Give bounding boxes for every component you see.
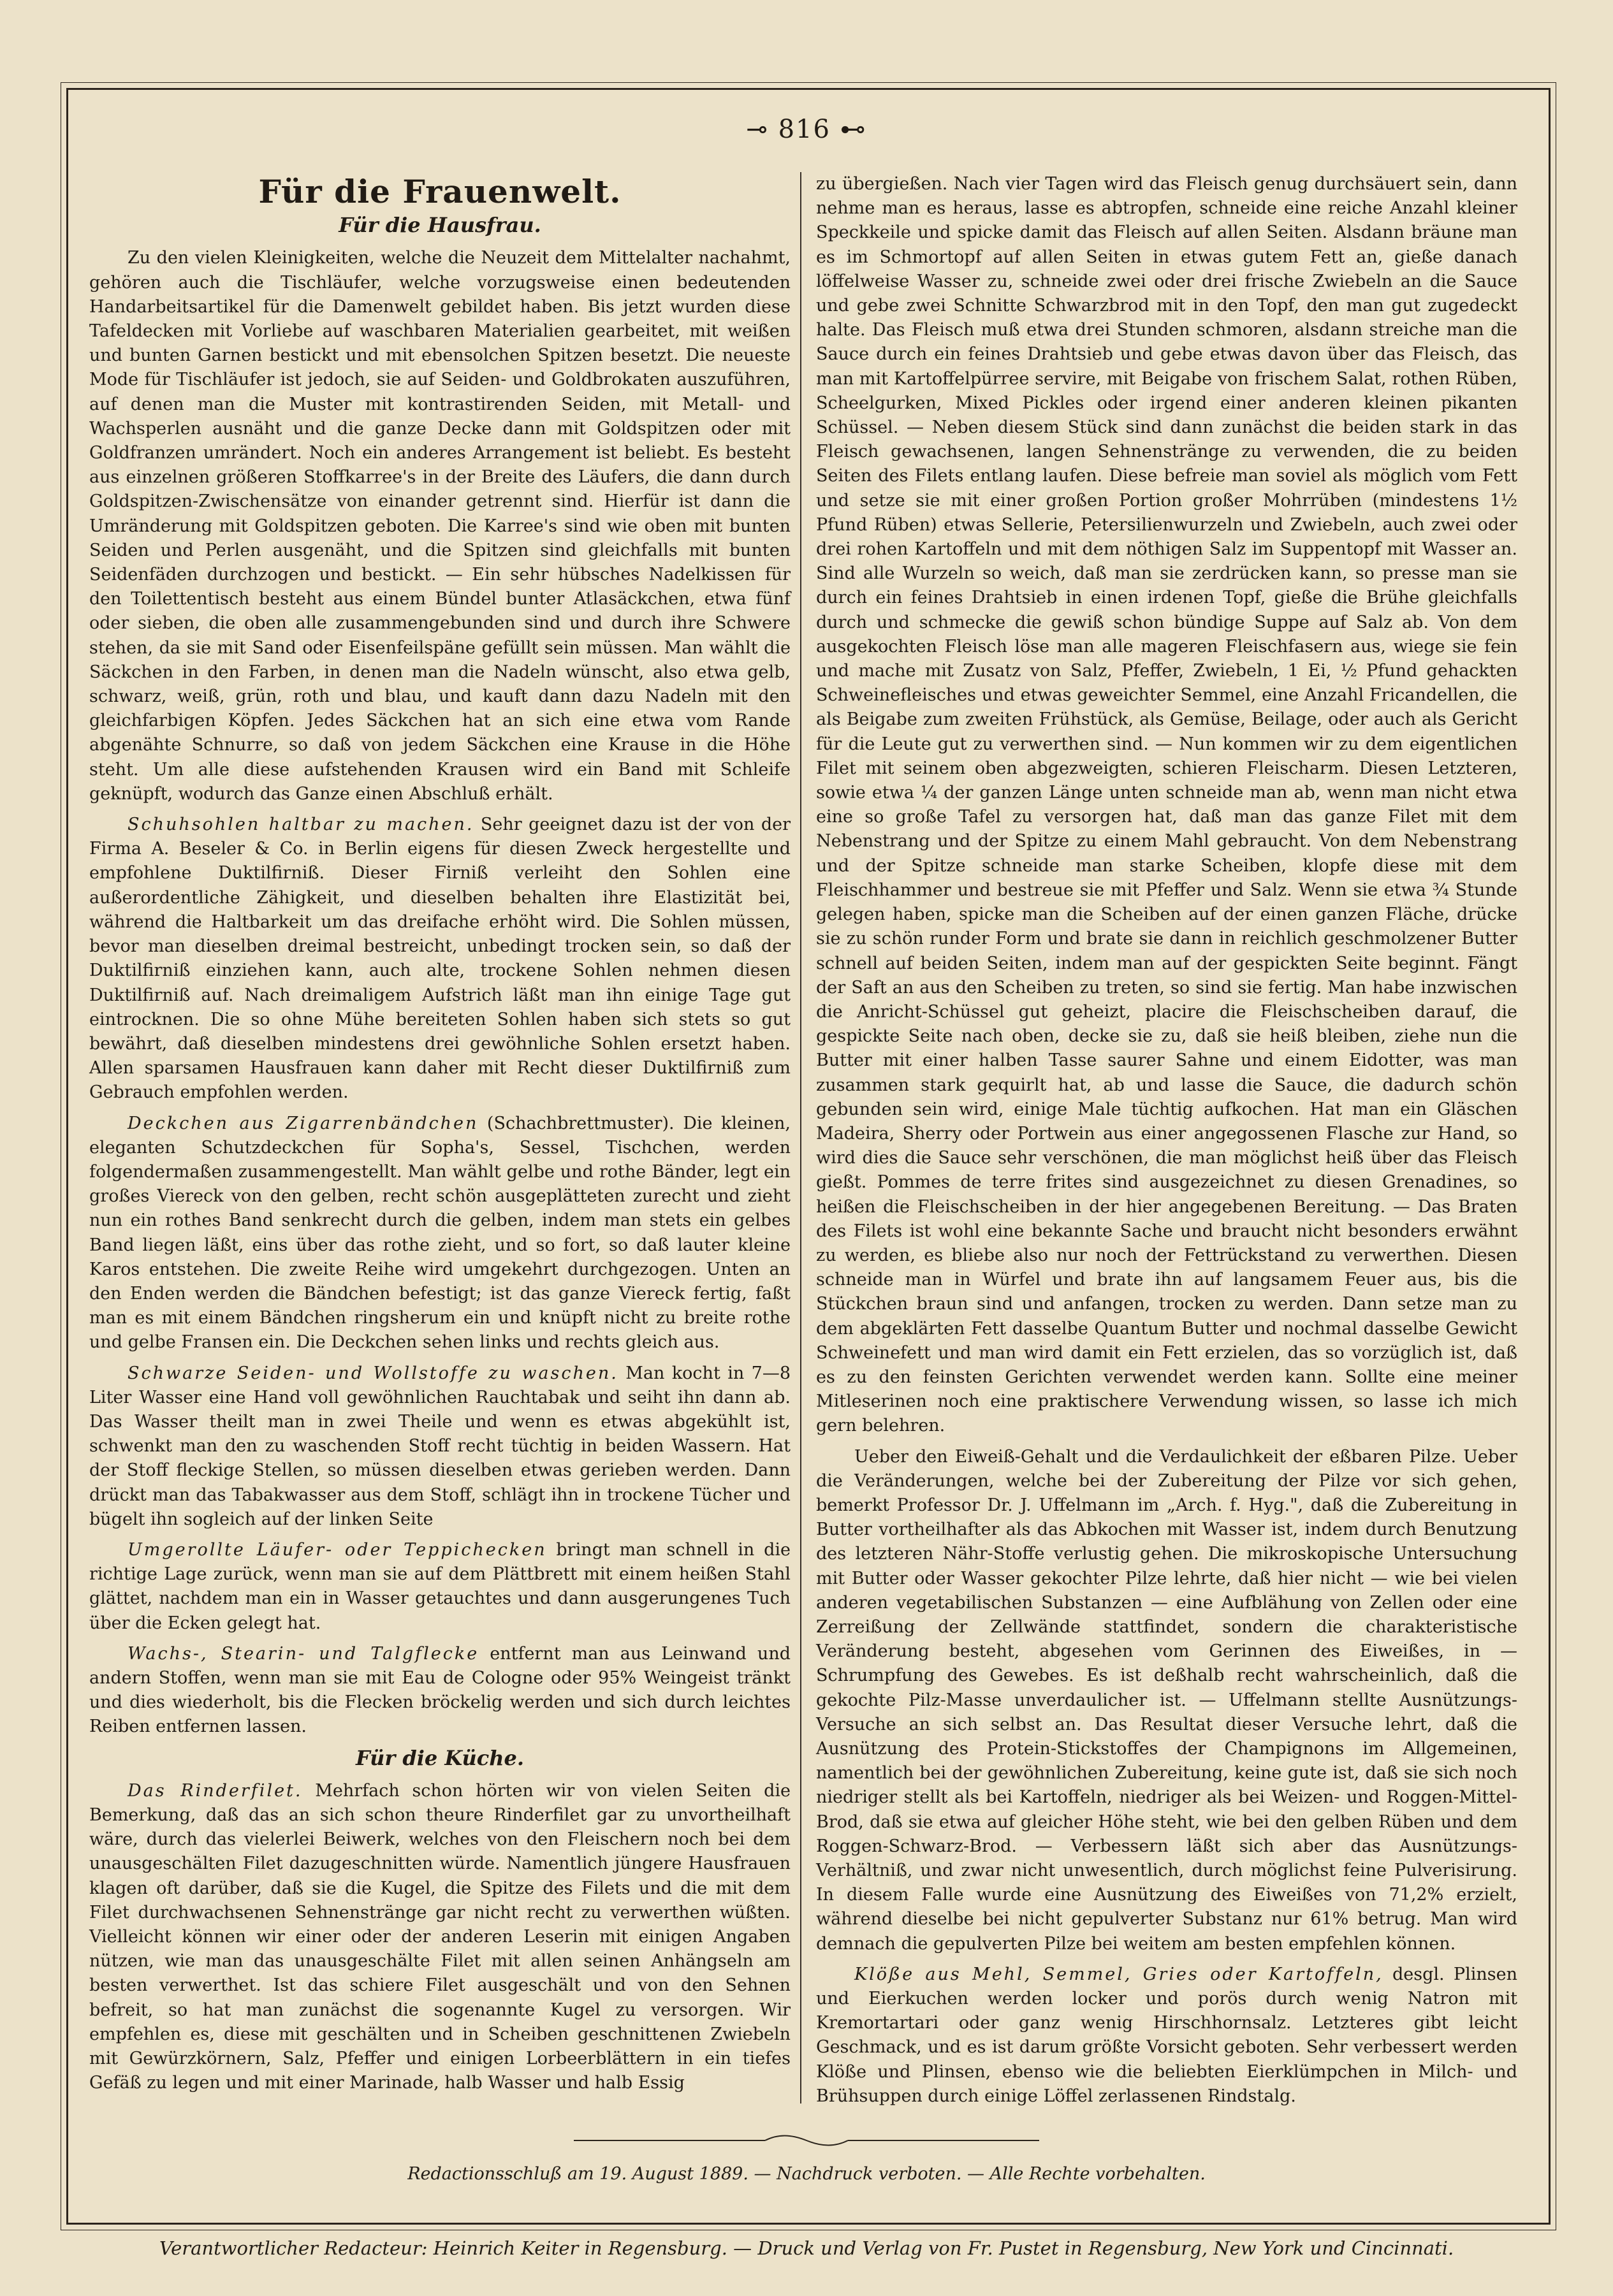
article-lead: Wachs-, Stearin- und Talgflecke <box>128 1643 479 1664</box>
right-column <box>816 172 1517 2115</box>
left-column <box>89 172 791 2102</box>
article-lead: Das Rinderfilet. <box>128 1780 303 1801</box>
article-paragraph: Deckchen aus Zigarrenbändchen (Schachbrettmuster). Die kleinen, eleganten Schutzdeckchen für Sopha's, Sessel, Tischchen, werden folgendermaßen zusammengestellt. Man wählt gelbe und rothe Bänder, legt ein großes Viereck von den gelben, recht schön ausgeplätteten zurecht und zieht nun ein rothes Band senkrecht durch die gelben, indem man stets ein gelbes Band liegen läßt, eins über das rothe zieht, und so fort, so daß lauter kleine Karos entstehen. Die zweite Reihe wird umgekehrt durchgezogen. Unten an den Enden werden die Bändchen befestigt; ist das ganze Viereck fertig, faßt man es mit einem Bändchen ringsherum ein und knüpft nicht zu breite rothe und gelbe Fransen ein. Die Deckchen sehen links und rechts gleich aus. <box>89 1113 791 1353</box>
column-divider <box>800 172 801 2103</box>
article-paragraph: Das Rinderfilet. Mehrfach schon hörten wir von vielen Seiten die Bemerkung, daß das an sich schon theure Rinderfilet gar zu unvortheilhaft wäre, durch das vielerlei Beiwerk, welches von den Fleischern noch bei dem unausgeschälten Filet dazugeschnitten würde. Namentlich jüngere Hausfrauen klagen oft darüber, daß sie die Kugel, die Spitze des Filets und die mit dem Filet durchwachsenen Sehnenstränge gar nicht recht zu verwerthen wüßten. Vielleicht können wir einer oder der anderen Leserin mit einigen Angaben nützen, wie man das unausgeschälte Filet mit allen seinen Anhängseln am besten verwerthet. Ist das schiere Filet ausgeschält und von den Sehnen befreit, so hat man zunächst die sogenannte Kugel zu versorgen. Wir empfehlen es, diese mit geschälten und in Scheiben geschnittenen Zwiebeln mit Gewürzkörnern, Salz, Pfeffer und einigen Lorbeerblättern in ein tiefes Gefäß zu legen und mit einer Marinade, halb Wasser und halb Essig <box>89 1780 791 2093</box>
ornament-right: ⊷ <box>830 115 867 144</box>
decorative-rule <box>574 2134 1039 2147</box>
article-paragraph: Klöße aus Mehl, Semmel, Gries oder Kartoffeln, desgl. Plinsen und Eierkuchen werden locker und porös durch wenig Natron mit Kremortartari oder ganz wenig Hirschhornsalz. Letzteres gibt leicht Geschmack, und es ist darum größte Vorsicht geboten. Sehr verbessert werden Klöße und Plinsen, ebenso wie die beliebten Eierklümpchen in Milch- und Brühsuppen durch einige Löffel zerlassenen Rindstalg. <box>816 1964 1517 2106</box>
article-paragraph: Zu den vielen Kleinigkeiten, welche die Neuzeit dem Mittelalter nachahmt, gehören auch die Tischläufer, welche vorzugsweise einen bedeutenden Handarbeitsartikel für die Damenwelt gebildet haben. Bis jetzt wurden diese Tafeldecken mit Vorliebe auf waschbaren Materialien gearbeitet, mit weißen und bunten Garnen bestickt und mit ebensolchen Spitzen besetzt. Die neueste Mode für Tischläufer ist jedoch, sie auf Seiden- und Goldbrokaten auszuführen, auf denen man die Muster mit kontrastirenden Seiden, mit Metall- und Wachsperlen ausnäht und die ganze Decke dann mit Goldspitzen oder mit Goldfranzen umrändert. Noch ein anderes Arrangement ist beliebt. Es besteht aus einzelnen größeren Stoffkarree's in der Breite des Läufers, die dann durch Goldspitzen-Zwischensätze von einander getrennt sind. Hierfür ist dann die Umränderung mit Goldspitzen geboten. Die Karree's sind wie oben mit bunten Seiden und Perlen ausgenäht, und die Spitzen sind gleichfalls mit bunten Seidenfäden durchzogen und bestickt. — Ein sehr hübsches Nadelkissen für den Toilettentisch besteht aus einem Bündel bunter Atlasäckchen, etwa fünf oder sieben, die oben alle zusammengebunden sind und durch ihre Schwere stehen, da sie mit Sand oder Eisenfeilspäne gefüllt sein müssen. Man wählt die Säckchen in den Farben, in denen man die Nadeln wünscht, also etwa gelb, schwarz, weiß, grün, roth und blau, und kauft dann dazu Nadeln mit den gleichfarbigen Köpfen. Jedes Säckchen hat an sich eine etwa vom Rande abgenähte Schnurre, so daß von jedem Säckchen eine Krause in die Höhe steht. Um alle diese aufstehenden Krausen wird ein Band mit Schleife geknüpft, wodurch das Ganze einen Abschluß erhält. <box>89 248 791 804</box>
ornament-left: ⊸ <box>746 115 778 144</box>
article-lead: Umgerollte Läufer- oder Teppichecken <box>128 1539 547 1560</box>
article-paragraph: Schuhsohlen haltbar zu machen. Sehr geeignet dazu ist der von der Firma A. Beseler & Co. in Berlin eigens für diesen Zweck hergestellte und empfohlene Duktilfirniß. Dieser Firniß verleiht den Sohlen eine außerordentliche Zähigkeit, und dieselben behalten ihre Elastizität bei, während die Haltbarkeit um das dreifache erhöht wird. Die Sohlen müssen, bevor man dieselben dreimal bestreicht, unbedingt trocken sein, so daß der Duktilfirniß einziehen kann, auch alte, trockene Sohlen nehmen diesen Duktilfirniß auf. Nach dreimaligem Aufstrich läßt man ihn einige Tage gut eintrocknen. Die so ohne Mühe bereiteten Sohlen haben sich stets so gut bewährt, daß dieselben mindestens drei gewöhnliche Sohlen ersetzt haben. Allen sparsamen Hausfrauen kann daher mit Recht dieser Duktilfirniß zum Gebrauch empfohlen werden. <box>89 815 791 1103</box>
article-paragraph: Wachs-, Stearin- und Talgflecke entfernt man aus Leinwand und andern Stoffen, wenn man sie mit Eau de Cologne oder 95% Weingeist tränkt und dies wiederholt, bis die Flecken bröckelig werden und sich durch leichtes Reiben entfernen lassen. <box>89 1643 791 1737</box>
article-lead: Klöße aus Mehl, Semmel, Gries oder Kartoffeln, <box>854 1964 1383 1984</box>
article-lead: Deckchen aus Zigarrenbändchen <box>128 1113 479 1133</box>
publisher-imprint: Verantwortlicher Redacteur: Heinrich Keiter in Regensburg. — Druck und Verlag von Fr. Pustet in Regensburg, New York und Cincinnati. <box>159 2237 1454 2259</box>
main-title: Für die Frauenwelt. <box>258 173 622 210</box>
article-lead: Schwarze Seiden- und Wollstoffe zu waschen. <box>128 1363 618 1383</box>
section-title-hausfrau: Für die Hausfrau. <box>339 213 541 238</box>
section-title-kueche: Für die Küche. <box>355 1745 525 1770</box>
editorial-footer: Redactionsschluß am 19. August 1889. — Nachdruck verboten. — Alle Rechte vorbehalten. <box>407 2164 1206 2184</box>
article-paragraph: zu übergießen. Nach vier Tagen wird das Fleisch genug durchsäuert sein, dann nehme man es heraus, lasse es abtropfen, schneide eine reiche Anzahl kleiner Speckkeile und spicke damit das Fleisch auf allen Seiten. Alsdann bräune man es im Schmortopf auf allen Seiten in etwas gutem Fett an, gieße danach löffelweise Wasser zu, schneide zwei oder drei frische Zwiebeln an die Sauce und gebe zwei Schnitte Schwarzbrod mit in den Topf, den man gut zugedeckt halte. Das Fleisch muß etwa drei Stunden schmoren, alsdann streiche man die Sauce durch ein feines Drahtsieb und gebe etwas davon über das Fleisch, das man mit Kartoffelpürree servire, mit Beigabe von frischem Salat, rothen Rüben, Scheelgurken, Mixed Pickles oder irgend einer anderen kleinen pikanten Schüssel. — Neben diesem Stück sind dann zunächst die beiden stark in das Fleisch gewachsenen, langen Sehnenstränge zu verwenden, die zu beiden Seiten des Filets entlang laufen. Diese befreie man soviel als möglich vom Fett und setze sie mit einer großen Portion großer Mohrrüben (mindestens 1½ Pfund Rüben) etwas Sellerie, Petersilienwurzeln und Zwiebeln, auch zwei oder drei rohen Kartoffeln und mit dem nöthigen Salz im Suppentopf mit Wasser an. Sind alle Wurzeln so weich, daß man sie zerdrücken kann, so presse man sie durch ein feines Drahtsieb in einen irdenen Topf, gieße die Brühe gleichfalls durch und schmecke die gewiß schon bündige Suppe auf Salz ab. Von dem ausgekochten Fleisch löse man alle mageren Fleischfasern aus, wiege sie fein und mache mit Zusatz von Salz, Pfeffer, Zwiebeln, 1 Ei, ½ Pfund gehackten Schweinefleisches und etwas geweichter Semmel, eine Anzahl Fricandellen, die als Beigabe zum zweiten Frühstück, als Gemüse, Beilage, oder auch als Gericht für die Leute gut zu verwerthen sind. — Nun kommen wir zu dem eigentlichen Filet mit seinem oben abgezweigten, schieren Fleischarm. Diesen Letzteren, sowie etwa ¼ der ganzen Länge unten schneide man ab, wenn man nicht etwa eine so große Tafel zu versorgen hat, daß man das ganze Filet mit dem Nebenstrang und der Spitze zu einem Mahl gebraucht. Von dem Nebenstrang und der Spitze schneide man starke Scheiben, klopfe diese mit dem Fleischhammer und bestreue sie mit Pfeffer und Salz. Wenn sie etwa ¾ Stunde gelegen haben, spicke man die Scheiben auf der einen ganzen Fläche, drücke sie zu schön runder Form und brate sie dann in reichlich geschmolzener Butter schnell auf beiden Seiten, indem man auf der gespickten Seite beginnt. Fängt der Saft an aus den Scheiben zu treten, so sind sie fertig. Man habe inzwischen die Anricht-Schüssel gut geheizt, placire die Fleischscheiben darauf, die gespickte Seite nach oben, decke sie zu, daß sie heiß bleiben, ziehe nun die Butter mit einer halben Tasse saurer Sahne und einem Eidotter, was man zusammen stark gequirlt hat, ab und lasse die Sauce, die dadurch schön gebunden sein wird, einige Male tüchtig aufkochen. Hat man ein Gläschen Madeira, Sherry oder Portwein aus einer angegossenen Flasche zur Hand, so wird dies die Sauce sehr verschönen, die man möglichst heiß über das Fleisch gießt. Pommes de terre frites sind ausgezeichnet zu diesen Grenadines, so heißen die Fleischscheiben in der hier angegebenen Bereitung. — Das Braten des Filets ist wohl eine bekannte Sache und braucht nicht besonders erwähnt zu werden, es bliebe also nur noch der Fettrückstand zu verwerthen. Diesen schneide man in Würfel und brate ihn auf langsamem Feuer aus, bis die Stückchen braun sind und anfangen, trocken zu werden. Dann setze man zu dem abgeklärten Fett dasselbe Quantum Butter und nochmal dasselbe Gewicht Schweinefett und man wird damit ein Fett erzielen, das so vorzüglich ist, daß es zu den feinsten Gerichten verwendet werden kann. Sollte eine meiner Mitleserinen noch eine praktischere Verwendung wissen, so lasse ich mich gern belehren. <box>816 174 1517 1436</box>
article-paragraph: Umgerollte Läufer- oder Teppichecken bringt man schnell in die richtige Lage zurück, wenn man sie auf dem Plättbrett mit einem heißen Stahl glättet, nachdem man ein in Wasser getauchtes und dann ausgerungenes Tuch über die Ecken gelegt hat. <box>89 1539 791 1633</box>
article-paragraph: Schwarze Seiden- und Wollstoffe zu waschen. Man kocht in 7—8 Liter Wasser eine Hand voll gewöhnlichen Rauchtabak und seiht ihn dann ab. Das Wasser theilt man in zwei Theile und wenn es etwas abgekühlt ist, schwenkt man den zu waschenden Stoff recht tüchtig in beiden Wassern. Hat der Stoff fleckige Stellen, so müssen dieselben etwas gerieben werden. Dann drückt man das Tabakwasser aus dem Stoff, schlägt ihn in trockene Tücher und bügelt ihn sogleich auf der linken Seite <box>89 1363 791 1529</box>
page-number: ⊸ 816 ⊷ <box>746 115 867 144</box>
article-paragraph: Ueber den Eiweiß-Gehalt und die Verdaulichkeit der eßbaren Pilze. Ueber die Veränderungen, welche bei der Zubereitung der Pilze vor sich gehen, bemerkt Professor Dr. J. Uffelmann im „Arch. f. Hyg.", daß die Zubereitung in Butter vortheilhafter als das Abkochen mit Wasser ist, indem durch Benutzung des letzteren Nähr-Stoffe verlustig gehen. Die mikroskopische Untersuchung mit Butter oder Wasser gekochter Pilze lehrte, daß hier nicht — wie bei vielen anderen vegetabilischen Substanzen — eine Aufblähung von Zellen oder eine Zerreißung der Zellwände stattfindet, sondern die charakteristische Veränderung besteht, abgesehen vom Gerinnen des Eiweißes, in — Schrumpfung des Gewebes. Es ist deßhalb recht wahrscheinlich, daß die gekochte Pilz-Masse unverdaulicher ist. — Uffelmann stellte Ausnützungs-Versuche an sich selbst an. Das Resultat dieser Versuche lehrt, daß die Ausnützung des Protein-Stickstoffes der Champignons im Allgemeinen, namentlich bei der gewöhnlichen Zubereitung, keine gute ist, daß sie sich noch niedriger stellt als bei Kartoffeln, niedriger als bei Weizen- und Roggen-Mittel-Brod, daß sie etwa auf gleicher Höhe steht, wie bei den gelben Rüben und dem Roggen-Schwarz-Brod. — Verbessern läßt sich aber das Ausnützungs-Verhältniß, und zwar nicht unwesentlich, durch möglichst feine Pulverisirung. In diesem Falle wurde eine Ausnützung des Eiweißes von 71,2% erzielt, während dieselbe bei nicht gepulverter Substanz nur 61% betrug. Man wird demnach die gepulverten Pilze bei weitem am besten empfehlen können. <box>816 1446 1517 1954</box>
article-lead: Schuhsohlen haltbar zu machen. <box>128 815 474 835</box>
